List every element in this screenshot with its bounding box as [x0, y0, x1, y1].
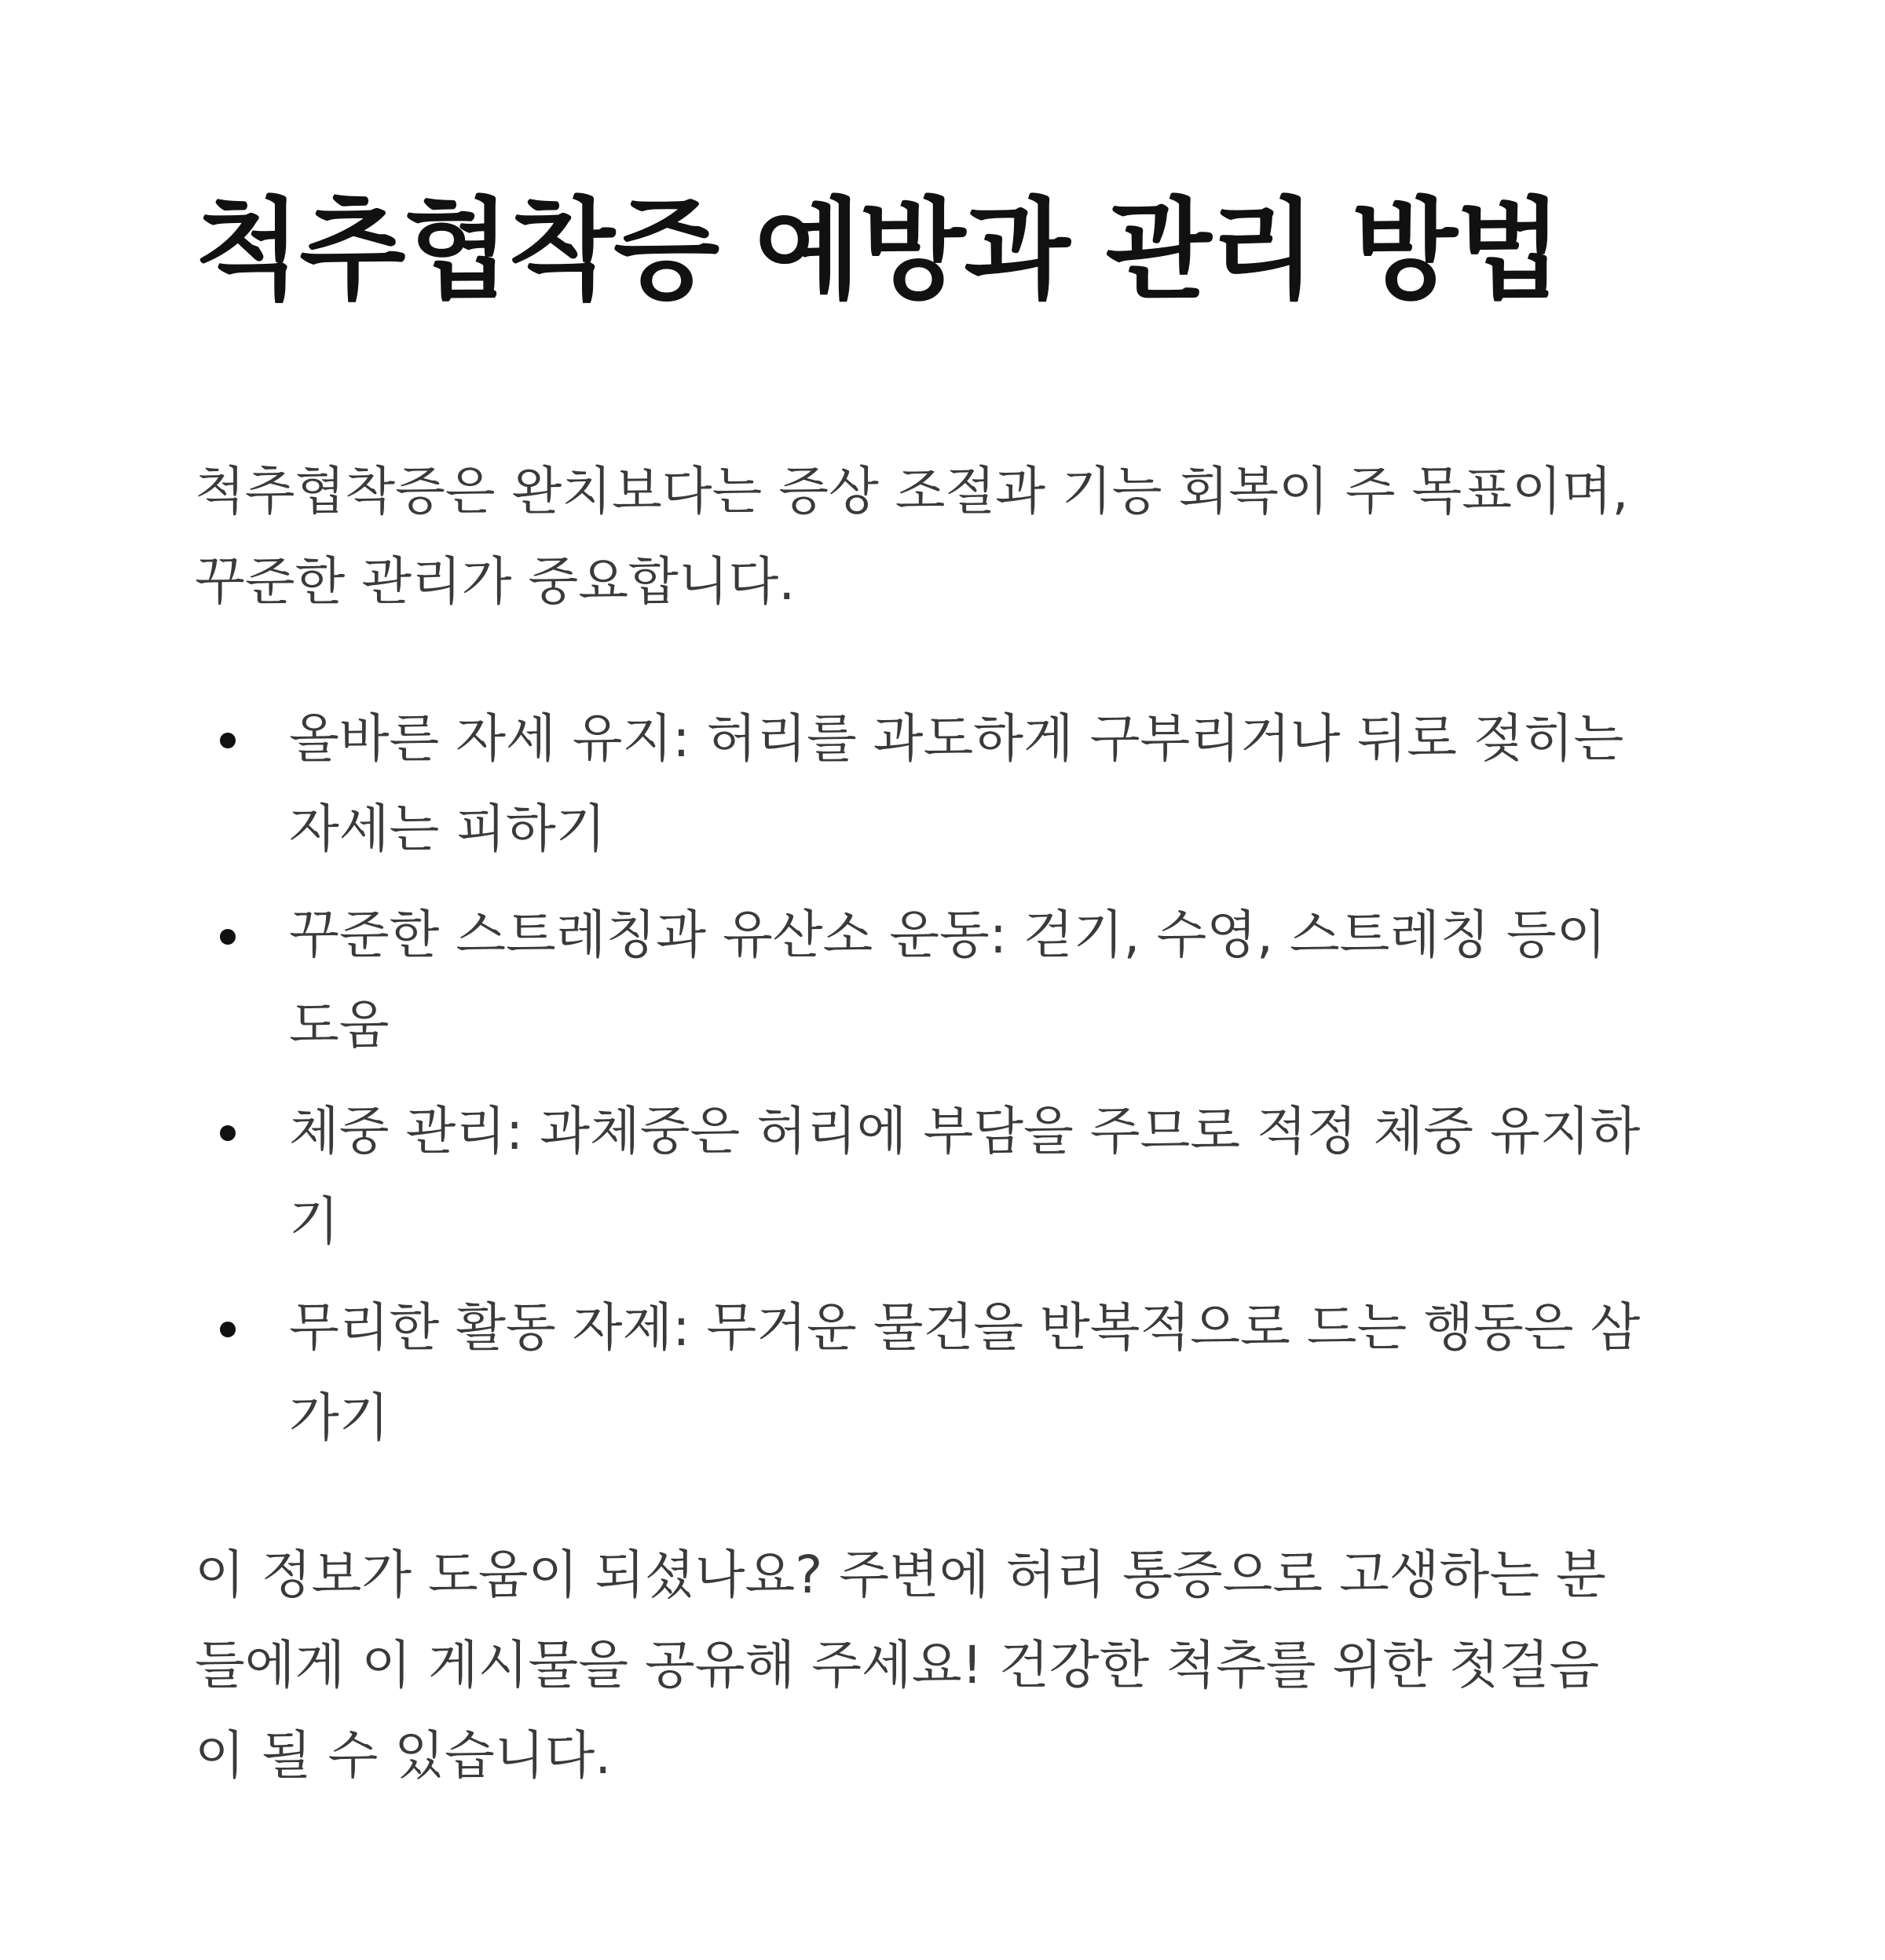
page-title: 척추협착증 예방과 관리 방법	[195, 187, 1561, 315]
list-item	[195, 693, 1711, 874]
bullet-dot-icon	[220, 733, 236, 748]
list-item-text: 올바른 자세 유지: 허리를 과도하게 구부리거나 뒤로 젖히는	[289, 708, 1624, 769]
outro-line: 이 될 수 있습니다.	[195, 1725, 612, 1786]
list-item-text: 무리한 활동 자제: 무거운 물건을 반복적으로 드는 행동은 삼	[289, 1297, 1641, 1358]
list-item-text: 꾸준한 스트레칭과 유산소 운동: 걷기, 수영, 스트레칭 등이	[289, 905, 1607, 965]
tips-list	[195, 693, 1711, 1463]
intro-paragraph	[195, 446, 1711, 627]
list-item-text: 자세는 피하기	[289, 799, 606, 859]
list-item-text: 기	[289, 1191, 339, 1252]
outro-paragraph	[195, 1530, 1711, 1801]
list-item	[195, 890, 1711, 1070]
list-item-text: 도움	[289, 995, 390, 1055]
intro-line: 꾸준한 관리가 중요합니다.	[195, 551, 796, 612]
list-item-text: 가기	[289, 1388, 390, 1448]
list-item	[195, 1282, 1711, 1463]
outro-line: 들에게 이 게시물을 공유해 주세요! 건강한 척추를 위한 첫걸음	[195, 1635, 1600, 1695]
outro-line: 이 정보가 도움이 되셨나요? 주변에 허리 통증으로 고생하는 분	[195, 1545, 1606, 1605]
intro-line: 척추협착증은 완치보다는 증상 조절과 기능 회복이 주 목표이며,	[195, 461, 1629, 521]
bullet-dot-icon	[220, 929, 236, 945]
list-item	[195, 1086, 1711, 1267]
bullet-dot-icon	[220, 1125, 236, 1141]
list-item-text: 체중 관리: 과체중은 허리에 부담을 주므로 적정 체중 유지하	[289, 1101, 1641, 1161]
bullet-dot-icon	[220, 1322, 236, 1337]
article	[195, 181, 1711, 1801]
